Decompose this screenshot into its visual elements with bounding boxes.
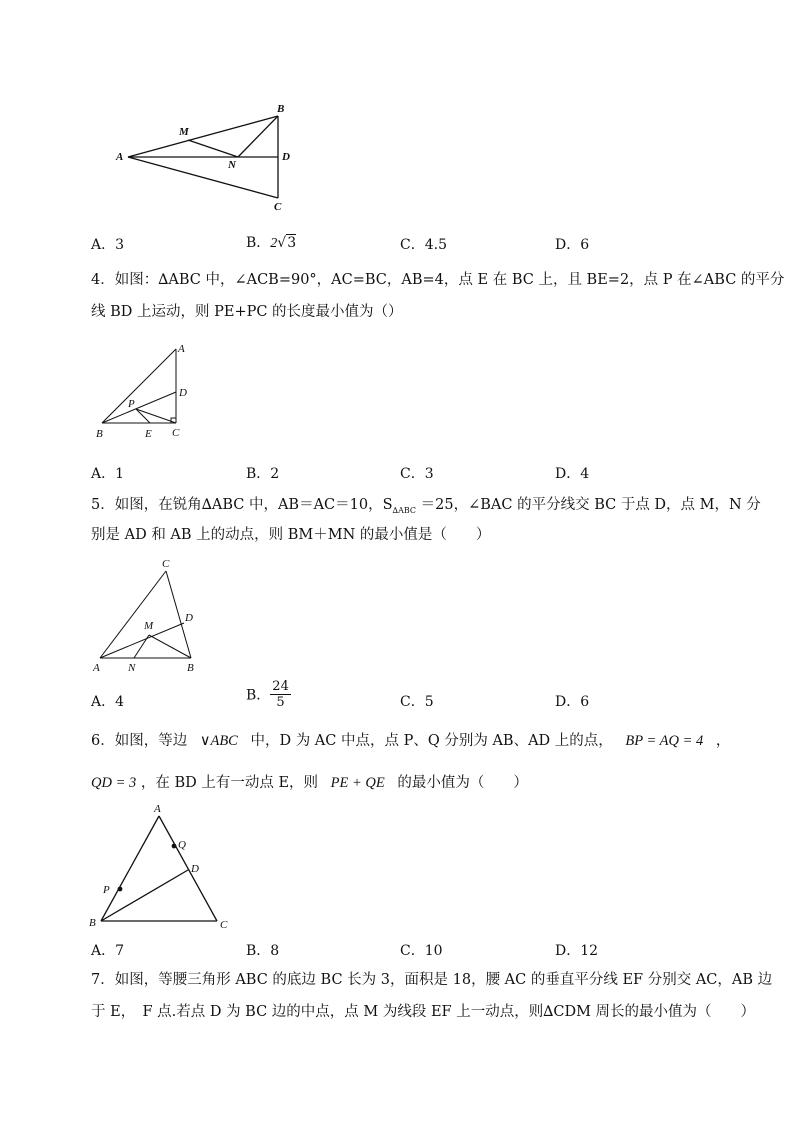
q6-option-d[interactable]: D．12 — [555, 943, 599, 959]
sqrt-symbol: √ — [277, 235, 287, 251]
q3-label-m: M — [179, 126, 189, 138]
q4-option-d[interactable]: D．4 — [555, 466, 590, 482]
q4-label-d: D — [179, 387, 187, 399]
q4-label-b: B — [96, 428, 103, 440]
q3-label-c: C — [274, 201, 282, 213]
q4-option-a[interactable]: A．1 — [91, 466, 125, 482]
q6-option-a[interactable]: A．7 — [91, 943, 125, 959]
q3-label-n: N — [228, 159, 236, 171]
q6-option-b[interactable]: B．8 — [246, 943, 280, 959]
q5-label-m: M — [144, 620, 154, 632]
q5-label-c: C — [162, 558, 170, 570]
q5-figure — [88, 555, 208, 675]
q7-text-line2: 于 E， F 点.若点 D 为 BC 边的中点，点 M 为线段 EF 上一动点，则∆CDM 周长的最小值为（ ） — [91, 1004, 756, 1020]
fraction: $\frac{24}{5}$ — [272, 679, 289, 710]
q3-label-a: A — [116, 151, 124, 163]
q5-label-a: A — [93, 662, 100, 674]
q5-label-n: N — [128, 662, 136, 674]
q3-option-c[interactable]: C．4.5 — [400, 237, 447, 253]
q4-label-c: C — [172, 427, 180, 439]
q5-option-c[interactable]: C．5 — [400, 694, 434, 710]
q4-label-p: P — [128, 398, 135, 410]
q4-label-e: E — [145, 428, 152, 440]
q3-label-b: B — [277, 103, 285, 115]
q6-point-q — [172, 844, 177, 849]
q6-figure — [86, 800, 236, 940]
q3-option-b[interactable]: B．2√3 — [246, 235, 297, 251]
q5-label-d: D — [185, 612, 193, 624]
q4-text-line2: 线 BD 上运动，则 PE+PC 的长度最小值为（） — [91, 304, 403, 320]
q5-option-a[interactable]: A．4 — [91, 694, 125, 710]
q5-text-line1: 5．如图，在锐角∆ABC 中，AB＝AC＝10，$S_{\Delta ABC} =25$，∠BAC 的平分线交 BC 于点 D，点 M，N 分 — [91, 497, 761, 515]
q6-label-c: C — [220, 919, 228, 931]
q6-label-d: D — [191, 863, 199, 875]
q6-option-c[interactable]: C．10 — [400, 943, 443, 959]
q6-text-line1: 6．如图，等边 ∨ABC 中，D 为 AC 中点，点 P、Q 分别为 AB、AD 上的点， BP = AQ = 4 ， — [91, 733, 731, 749]
q4-figure — [90, 340, 200, 445]
q6-text-line2: QD = 3 ，在 BD 上有一动点 E，则 PE + QE 的最小值为（ ） — [91, 775, 528, 791]
q6-label-b: B — [89, 917, 96, 929]
q3-label-d: D — [282, 151, 290, 163]
q3-figure — [110, 100, 310, 220]
q4-text-line1: 4．如图：∆ABC 中，∠ACB=90°，AC=BC，AB=4，点 E 在 BC 上，且 BE=2，点 P 在∠ABC 的平分 — [91, 272, 785, 288]
q6-point-p — [118, 887, 123, 892]
q5-text-line2: 别是 AD 和 AB 上的动点，则 BM＋MN 的最小值是（ ） — [91, 527, 491, 543]
q3-option-d[interactable]: D．6 — [555, 237, 590, 253]
q6-label-a: A — [154, 803, 161, 815]
q4-option-b[interactable]: B．2 — [246, 466, 280, 482]
q4-option-c[interactable]: C．3 — [400, 466, 434, 482]
q6-label-q: Q — [178, 839, 186, 851]
q6-label-p: P — [103, 884, 110, 896]
q5-option-d[interactable]: D．6 — [555, 694, 590, 710]
q7-text-line1: 7．如图，等腰三角形 ABC 的底边 BC 长为 3，面积是 18，腰 AC 的垂直平分线 EF 分别交 AC，AB 边 — [91, 972, 773, 988]
q5-label-b: B — [187, 662, 194, 674]
q4-label-a: A — [178, 343, 185, 355]
q5-option-b[interactable]: B． $\frac{24}{5}$ — [246, 679, 289, 710]
q3-option-a[interactable]: A．3 — [91, 237, 125, 253]
